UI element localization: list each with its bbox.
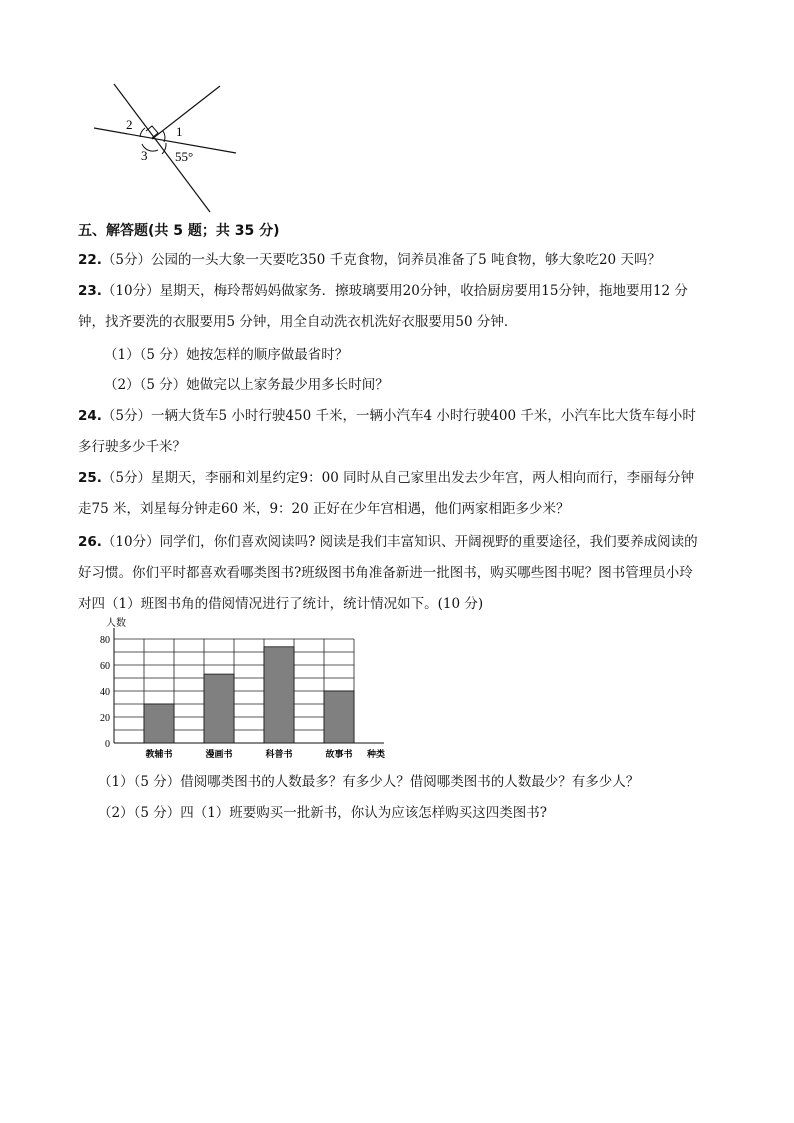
question-text: （5分）星期天，李丽和刘星约定9：00 同时从自己家里出发去少年宫，两人相向而行，李丽每分钟	[101, 470, 695, 486]
angle-label-1: 1	[176, 124, 183, 139]
x-tick-label: 科普书	[265, 749, 293, 759]
ray-line	[152, 86, 220, 139]
question-text: （10分）星期天，梅玲帮妈妈做家务．擦玻璃要用20分钟，收拾厨房要用15分钟，拖地要用12 分	[101, 283, 688, 299]
question-26	[78, 530, 698, 550]
question-23	[78, 279, 688, 299]
steep-line	[114, 84, 210, 212]
y-tick-label: 60	[100, 661, 110, 672]
y-tick-label: 0	[105, 739, 110, 750]
question-number: 24.	[78, 408, 102, 424]
question-23-sub2: （2）（5 分）她做完以上家务最少用多长时间？	[104, 377, 389, 393]
angle-label-55: 55°	[175, 149, 194, 164]
question-number: 23.	[78, 283, 102, 299]
question-25	[78, 466, 694, 486]
question-25-line2: 走75 米，刘星每分钟走60 米，9：20 正好在少年宫相遇，他们两家相距多少米？	[78, 501, 570, 517]
question-text: （5分）一辆大货车5 小时行驶450 千米，一辆小汽车4 小时行驶400 千米，小汽车比大货车每小时	[101, 408, 696, 424]
bar-3	[264, 647, 294, 743]
question-number: 26.	[78, 534, 102, 550]
y-tick-label: 20	[100, 713, 110, 724]
bar-4	[324, 691, 354, 743]
angle-label-2: 2	[126, 117, 133, 132]
bar-1	[144, 704, 174, 743]
question-26-line3: 对四（1）班图书角的借阅情况进行了统计，统计情况如下。(10 分)	[78, 596, 484, 612]
x-tick-label: 教辅书	[145, 749, 173, 759]
x-tick-label: 故事书	[325, 749, 353, 759]
question-23-sub1: （1）（5 分）她按怎样的顺序做最省时？	[104, 347, 349, 363]
angle-label-3: 3	[141, 148, 148, 163]
question-22	[78, 248, 661, 268]
question-24-line2: 多行驶多少千米？	[78, 439, 186, 455]
borrowing-bar-chart	[92, 616, 412, 766]
question-number: 25.	[78, 470, 102, 486]
x-axis-label: 种类	[366, 749, 386, 759]
question-text: （5分）公园的一头大象一天要吃350 千克食物，饲养员准备了5 吨食物，够大象吃20 天吗？	[101, 252, 661, 268]
question-26-sub2: （2）（5 分）四（1）班要购买一批新书，你认为应该怎样购买这四类图书?	[98, 805, 548, 821]
question-23-line2: 钟，找齐要洗的衣服要用5 分钟，用全自动洗衣机洗好衣服要用50 分钟．	[78, 314, 518, 330]
section-title: 五、解答题(共 5 题；共 35 分)	[78, 223, 280, 239]
x-tick-label: 漫画书	[205, 749, 233, 759]
y-axis-label: 人数	[106, 618, 126, 629]
question-text: （10分）同学们，你们喜欢阅读吗? 阅读是我们丰富知识、开阔视野的重要途径，我们要养成阅读的	[101, 534, 698, 550]
question-26-line2: 好习惯。你们平时都喜欢看哪类图书?班级图书角准备新进一批图书，购买哪些图书呢？图书管理员小玲	[78, 565, 693, 581]
y-tick-label: 40	[100, 687, 110, 698]
question-24	[78, 404, 696, 424]
bar-2	[204, 674, 234, 743]
question-26-sub1: （1）（5 分）借阅哪类图书的人数最多？有多少人？借阅哪类图书的人数最少？有多少人？	[98, 774, 640, 790]
y-tick-label: 80	[100, 635, 110, 646]
question-number: 22.	[78, 252, 102, 268]
angle-figure	[88, 80, 248, 215]
